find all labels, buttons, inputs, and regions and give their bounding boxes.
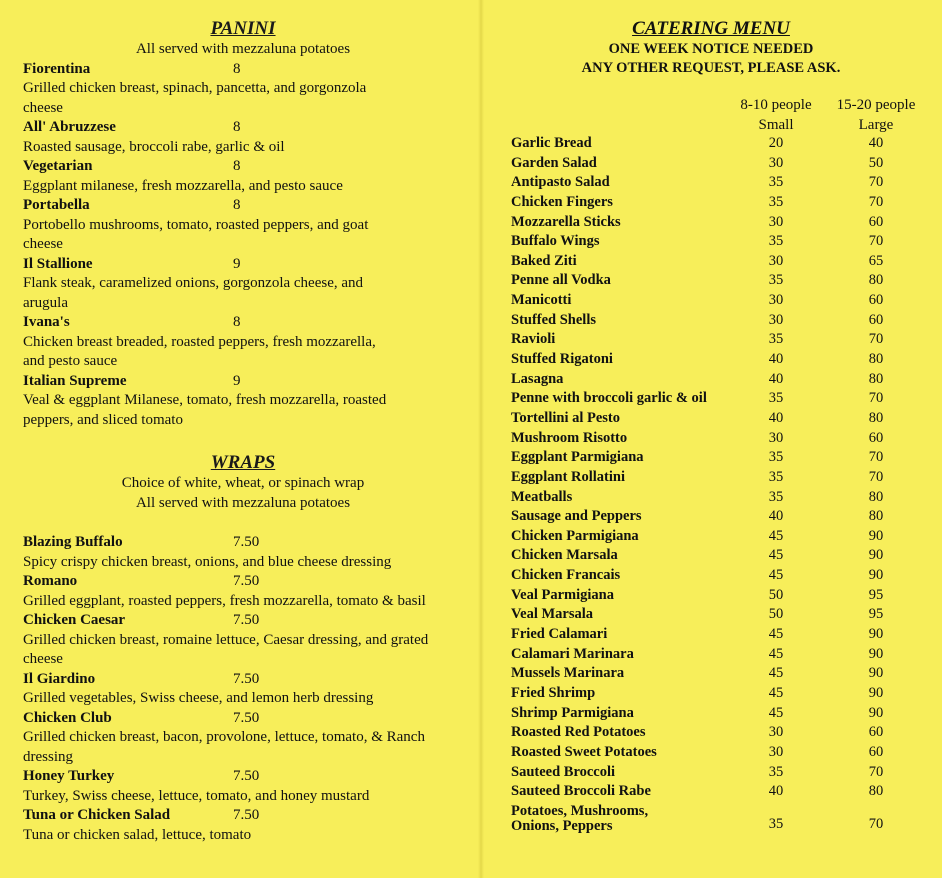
- catering-small-price: 45: [768, 665, 784, 682]
- catering-row: [511, 665, 931, 685]
- catering-large-price: 70: [868, 390, 884, 407]
- menu-item-price: 8: [233, 119, 241, 135]
- catering-row: [511, 764, 931, 784]
- catering-dish-name: Potatoes, Mushrooms, Onions, Peppers: [511, 802, 649, 834]
- catering-row: [511, 469, 931, 489]
- large-column-header: [821, 95, 931, 135]
- menu-item-name: Tuna or Chicken Salad: [23, 807, 171, 823]
- catering-large-price: 70: [868, 233, 884, 250]
- menu-item-price: 7.50: [233, 534, 260, 550]
- wraps-subtitle-1: Choice of white, wheat, or spinach wrap: [121, 475, 365, 491]
- catering-small-price: 35: [768, 233, 784, 250]
- catering-large-price: 80: [868, 351, 884, 368]
- catering-dish-name: Mozzarella Sticks: [511, 213, 621, 230]
- menu-item-price: 8: [233, 197, 241, 213]
- catering-row: [511, 508, 931, 528]
- menu-item-name: Honey Turkey: [23, 768, 115, 784]
- menu-item-name: Chicken Caesar: [23, 612, 126, 628]
- catering-row: [511, 233, 931, 253]
- catering-large-price: 90: [868, 567, 884, 584]
- catering-dish-name: Chicken Marsala: [511, 547, 618, 564]
- menu-item-header: [23, 611, 463, 631]
- catering-dish-name: Fried Shrimp: [511, 684, 596, 701]
- menu-item-header: [23, 196, 463, 216]
- panini-title: PANINI: [210, 18, 276, 39]
- right-page: [511, 18, 931, 839]
- menu-item: [23, 157, 463, 196]
- menu-item-name: Portabella: [23, 197, 90, 213]
- catering-dish-name: Mushroom Risotto: [511, 429, 628, 446]
- catering-dish-name: Shrimp Parmigiana: [511, 704, 634, 721]
- catering-large-price: 60: [868, 743, 884, 760]
- menu-item-name: Blazing Buffalo: [23, 534, 123, 550]
- catering-large-price: 65: [868, 252, 884, 269]
- catering-large-price: 60: [868, 429, 884, 446]
- menu-item-description: Chicken breast breaded, roasted peppers, fresh mozzarella, and pesto sauce: [23, 333, 376, 369]
- catering-large-price: 60: [868, 311, 884, 328]
- menu-item-name: Fiorentina: [23, 60, 91, 77]
- catering-row: [511, 174, 931, 194]
- catering-small-price: 30: [768, 213, 784, 230]
- catering-small-price: 45: [768, 704, 784, 721]
- catering-dish-name: Veal Marsala: [511, 606, 594, 623]
- catering-row: [511, 253, 931, 273]
- catering-large-price: 70: [868, 815, 884, 832]
- catering-large-price: 90: [868, 665, 884, 682]
- menu-item-description: Grilled chicken breast, bacon, provolone, lettuce, tomato, & Ranch dressing: [23, 729, 425, 765]
- menu-item-name: Ivana's: [23, 314, 70, 330]
- catering-small-price: 45: [768, 645, 784, 662]
- catering-dish-name: Stuffed Shells: [511, 311, 597, 328]
- catering-large-price: 70: [868, 468, 884, 485]
- catering-row: [511, 783, 931, 803]
- catering-dish-name: Eggplant Rollatini: [511, 468, 626, 485]
- catering-large-price: 90: [868, 704, 884, 721]
- catering-large-price: 80: [868, 409, 884, 426]
- catering-small-price: 40: [768, 370, 784, 387]
- catering-dish-name: Stuffed Rigatoni: [511, 351, 613, 368]
- menu-item: [23, 533, 463, 572]
- catering-large-price: 40: [868, 135, 884, 151]
- menu-item-header: [23, 118, 463, 138]
- catering-notice-1: ONE WEEK NOTICE NEEDED: [608, 41, 814, 57]
- catering-small-price: 45: [768, 527, 784, 544]
- catering-small-price: 45: [768, 567, 784, 584]
- catering-column-headers: [511, 95, 931, 135]
- catering-small-price: 50: [768, 586, 784, 603]
- catering-large-price: 80: [868, 488, 884, 505]
- menu-item-price: 7.50: [233, 768, 260, 784]
- catering-notice-2: ANY OTHER REQUEST, PLEASE ASK.: [581, 60, 841, 76]
- catering-small-price: 30: [768, 429, 784, 446]
- catering-small-price: 35: [768, 468, 784, 485]
- catering-row: [511, 390, 931, 410]
- catering-small-price: 45: [768, 684, 784, 701]
- catering-small-price: 30: [768, 311, 784, 328]
- catering-small-price: 30: [768, 292, 784, 309]
- catering-large-price: 95: [868, 586, 884, 603]
- catering-large-price: 90: [868, 626, 884, 643]
- menu-item-price: 9: [233, 372, 241, 389]
- menu-item-name: Romano: [23, 573, 78, 589]
- menu-item-description: Flank steak, caramelized onions, gorgonzola cheese, and arugula: [23, 275, 364, 311]
- catering-dish-name: Veal Parmigiana: [511, 586, 614, 603]
- large-size-label: Large: [858, 117, 894, 133]
- catering-dish-name: Fried Calamari: [511, 626, 608, 643]
- catering-small-price: 35: [768, 488, 784, 505]
- menu-item-description: Turkey, Swiss cheese, lettuce, tomato, and honey mustard: [23, 787, 370, 804]
- menu-item-description: Grilled chicken breast, romaine lettuce, Caesar dressing, and grated cheese: [23, 631, 429, 667]
- catering-small-price: 50: [768, 606, 784, 623]
- small-people-label: 8-10 people: [740, 97, 812, 113]
- catering-row: [511, 803, 931, 839]
- catering-small-price: 30: [768, 724, 784, 741]
- menu-item: [23, 313, 463, 372]
- menu-item-description: Grilled eggplant, roasted peppers, fresh mozzarella, tomato & basil: [23, 592, 426, 609]
- catering-small-price: 35: [768, 272, 784, 289]
- catering-large-price: 90: [868, 645, 884, 662]
- catering-list: [511, 135, 931, 839]
- menu-item: [23, 572, 463, 611]
- catering-dish-name: Roasted Red Potatoes: [511, 724, 646, 741]
- menu-item: [23, 611, 463, 670]
- catering-row: [511, 312, 931, 332]
- catering-small-price: 35: [768, 331, 784, 348]
- panini-list: [23, 60, 463, 431]
- catering-row: [511, 744, 931, 764]
- small-size-label: Small: [758, 117, 794, 133]
- wraps-list: [23, 533, 463, 845]
- catering-row: [511, 410, 931, 430]
- menu-item-description: Spicy crispy chicken breast, onions, and blue cheese dressing: [23, 553, 392, 570]
- menu-item-name: Il Giardino: [23, 670, 96, 687]
- catering-row: [511, 351, 931, 371]
- catering-small-price: 35: [768, 763, 784, 780]
- catering-large-price: 80: [868, 272, 884, 289]
- catering-dish-name: Manicotti: [511, 292, 572, 309]
- catering-large-price: 80: [868, 783, 884, 800]
- menu-item-description: Roasted sausage, broccoli rabe, garlic & oil: [23, 138, 285, 155]
- menu-item-description: Tuna or chicken salad, lettuce, tomato: [23, 826, 252, 843]
- catering-small-price: 40: [768, 783, 784, 800]
- menu-item-price: 7.50: [233, 807, 260, 823]
- catering-dish-name: Sauteed Broccoli Rabe: [511, 783, 651, 800]
- catering-large-price: 60: [868, 213, 884, 230]
- menu-item-header: [23, 372, 463, 392]
- catering-small-price: 30: [768, 743, 784, 760]
- catering-dish-name: Garlic Bread: [511, 135, 592, 151]
- wraps-subtitle-2: All served with mezzaluna potatoes: [135, 494, 351, 511]
- catering-large-price: 80: [868, 508, 884, 525]
- catering-large-price: 70: [868, 193, 884, 210]
- catering-dish-name: Penne with broccoli garlic & oil: [511, 390, 707, 407]
- catering-dish-name: Chicken Francais: [511, 567, 621, 584]
- catering-dish-name: Lasagna: [511, 370, 564, 387]
- catering-dish-name: Ravioli: [511, 331, 556, 348]
- menu-item: [23, 372, 463, 431]
- menu-item-price: 8: [233, 158, 241, 174]
- left-page: [23, 18, 463, 845]
- panini-subtitle: All served with mezzaluna potatoes: [135, 41, 351, 57]
- menu-item-price: 7.50: [233, 709, 260, 726]
- menu-item: [23, 767, 463, 806]
- catering-row: [511, 214, 931, 234]
- catering-dish-name: Eggplant Parmigiana: [511, 449, 644, 466]
- menu-item-price: 8: [233, 60, 241, 77]
- catering-row: [511, 449, 931, 469]
- catering-large-price: 90: [868, 547, 884, 564]
- small-column-header: [721, 95, 831, 135]
- catering-small-price: 35: [768, 174, 784, 191]
- menu-item: [23, 670, 463, 709]
- catering-small-price: 35: [768, 449, 784, 466]
- menu-item-header: [23, 157, 463, 177]
- catering-dish-name: Garden Salad: [511, 154, 597, 171]
- menu-item-description: Grilled chicken breast, spinach, pancetta, and gorgonzola cheese: [23, 80, 367, 116]
- menu-item: [23, 196, 463, 255]
- catering-row: [511, 489, 931, 509]
- menu-item-header: [23, 670, 463, 690]
- menu-item-name: All' Abruzzese: [23, 119, 116, 135]
- catering-dish-name: Penne all Vodka: [511, 272, 611, 289]
- catering-large-price: 60: [868, 724, 884, 741]
- catering-dish-name: Tortellini al Pesto: [511, 409, 621, 426]
- menu-item-name: Il Stallione: [23, 255, 93, 272]
- catering-dish-name: Antipasto Salad: [511, 174, 610, 191]
- menu-item-name: Vegetarian: [23, 158, 93, 174]
- catering-dish-name: Mussels Marinara: [511, 665, 625, 682]
- menu-item-header: [23, 533, 463, 553]
- menu-item-name: Chicken Club: [23, 709, 112, 726]
- menu-item-header: [23, 767, 463, 787]
- catering-row: [511, 135, 931, 155]
- catering-row: [511, 194, 931, 214]
- catering-large-price: 90: [868, 684, 884, 701]
- menu-item-price: 8: [233, 314, 241, 330]
- menu-item-header: [23, 709, 463, 729]
- catering-row: [511, 547, 931, 567]
- catering-row: [511, 567, 931, 587]
- catering-row: [511, 528, 931, 548]
- menu-item-name: Italian Supreme: [23, 372, 127, 389]
- catering-dish-name: Baked Ziti: [511, 252, 577, 269]
- menu-item: [23, 118, 463, 157]
- menu-item: [23, 709, 463, 768]
- menu-item-price: 9: [233, 255, 241, 272]
- catering-row: [511, 606, 931, 626]
- catering-row: [511, 272, 931, 292]
- catering-dish-name: Roasted Sweet Potatoes: [511, 743, 657, 760]
- catering-dish-name: Buffalo Wings: [511, 233, 600, 250]
- catering-large-price: 50: [868, 154, 884, 171]
- catering-dish-name: Chicken Parmigiana: [511, 527, 639, 544]
- catering-small-price: 35: [768, 193, 784, 210]
- catering-dish-name: Calamari Marinara: [511, 645, 634, 662]
- catering-small-price: 40: [768, 508, 784, 525]
- catering-row: [511, 626, 931, 646]
- catering-row: [511, 724, 931, 744]
- menu-item-price: 7.50: [233, 573, 260, 589]
- catering-large-price: 90: [868, 527, 884, 544]
- menu-item-header: [23, 806, 463, 826]
- catering-dish-name: Sauteed Broccoli: [511, 763, 616, 780]
- catering-dish-name: Chicken Fingers: [511, 193, 613, 210]
- catering-row: [511, 430, 931, 450]
- catering-row: [511, 292, 931, 312]
- catering-large-price: 70: [868, 763, 884, 780]
- menu-item-price: 7.50: [233, 612, 260, 628]
- menu-item-description: Veal & eggplant Milanese, tomato, fresh mozzarella, roasted peppers, and sliced tomato: [23, 392, 387, 428]
- catering-row: [511, 371, 931, 391]
- menu-item: [23, 806, 463, 845]
- catering-row: [511, 685, 931, 705]
- menu-item-price: 7.50: [233, 670, 260, 687]
- catering-dish-name: Sausage and Peppers: [511, 508, 642, 525]
- catering-dish-name: Meatballs: [511, 488, 573, 505]
- catering-row: [511, 587, 931, 607]
- catering-large-price: 60: [868, 292, 884, 309]
- wraps-title: WRAPS: [210, 452, 276, 473]
- catering-small-price: 40: [768, 351, 784, 368]
- catering-large-price: 95: [868, 606, 884, 623]
- catering-small-price: 30: [768, 154, 784, 171]
- catering-small-price: 20: [768, 135, 784, 151]
- catering-small-price: 35: [768, 390, 784, 407]
- catering-small-price: 35: [768, 815, 784, 832]
- menu-item-header: [23, 313, 463, 333]
- menu-item-description: Eggplant milanese, fresh mozzarella, and pesto sauce: [23, 177, 343, 194]
- catering-small-price: 30: [768, 252, 784, 269]
- catering-row: [511, 646, 931, 666]
- catering-title: CATERING MENU: [632, 18, 790, 39]
- menu-item: [23, 60, 463, 119]
- menu-item-header: [23, 255, 463, 275]
- menu-item-description: Grilled vegetables, Swiss cheese, and lemon herb dressing: [23, 690, 374, 706]
- catering-row: [511, 705, 931, 725]
- catering-small-price: 45: [768, 626, 784, 643]
- catering-small-price: 45: [768, 547, 784, 564]
- catering-large-price: 70: [868, 331, 884, 348]
- catering-large-price: 70: [868, 449, 884, 466]
- catering-row: [511, 331, 931, 351]
- menu-item-header: [23, 60, 463, 80]
- large-people-label: 15-20 people: [836, 97, 916, 113]
- catering-large-price: 70: [868, 174, 884, 191]
- menu-item-header: [23, 572, 463, 592]
- catering-large-price: 80: [868, 370, 884, 387]
- page-fold: [478, 0, 484, 878]
- catering-small-price: 40: [768, 409, 784, 426]
- menu-item-description: Portobello mushrooms, tomato, roasted peppers, and goat cheese: [23, 216, 369, 252]
- catering-row: [511, 155, 931, 175]
- menu-item: [23, 255, 463, 314]
